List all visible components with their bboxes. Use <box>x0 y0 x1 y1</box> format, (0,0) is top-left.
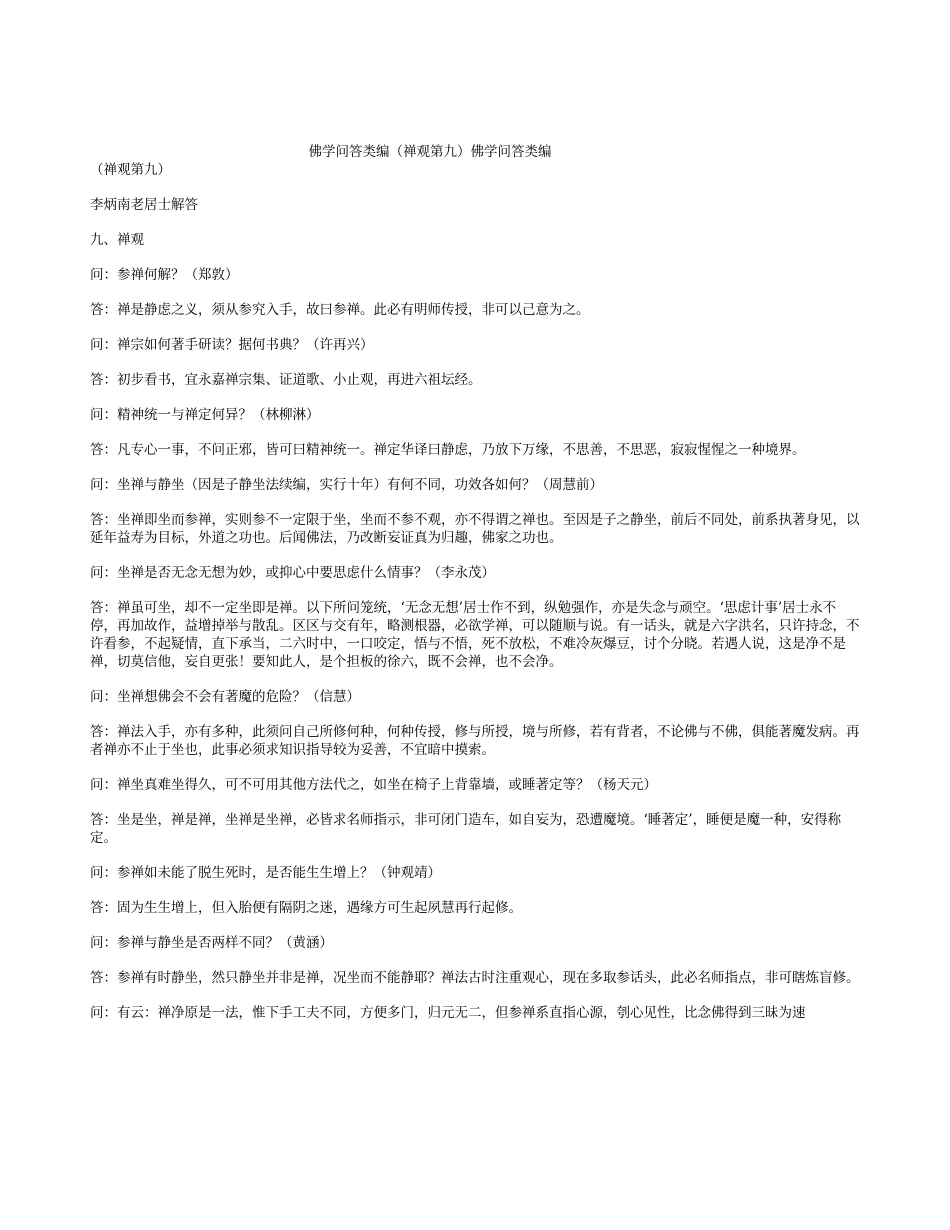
answer-paragraph: 答：禅是静虑之义，须从参究入手，故曰参禅。此必有明师传授，非可以己意为之。 <box>90 302 590 318</box>
document-title: 佛学问答类编（禅观第九）佛学问答类编 <box>308 144 552 160</box>
answer-paragraph: 答：坐是坐，禅是禅，坐禅是坐禅，必皆求名师指示，非可闭门造车，如自妄为，恐遭魔境。‘睡著定’，睡便是魔一种，安得称定。 <box>90 812 842 846</box>
answer-paragraph: 答：禅虽可坐，却不一定坐即是禅。以下所问笼统，‘无念无想’居士作不到，纵勉强作，亦是失念与顽空。‘思虑计事’居士永不停，再加故作，益增掉举与散乱。区区与交有年，略测根器，必欲学禅，可以随顺与说。有一话头，就是六字洪名，只许持念，不许看参，不起疑情，直下承当，二六时中，一口咬定，悟与不悟，死不放松，不难冷灰爆豆，讨个分晓。若遇人说，这是净不是禅，切莫信他，妄自更张！要知此人，是个担板的徐六，既不会禅，也不会净。 <box>90 600 860 670</box>
answer-paragraph: 答：参禅有时静坐，然只静坐并非是禅，况坐而不能静耶？禅法古时注重观心，现在多取参话头，此必名师指点，非可瞎炼盲修。 <box>90 970 860 986</box>
subtitle: （禅观第九） <box>90 162 171 178</box>
answer-paragraph: 答：坐禅即坐而参禅，实则参不一定限于坐，坐而不参不观，亦不得谓之禅也。至因是子之静坐，前后不同处，前系执著身见，以延年益寿为目标，外道之功也。后闻佛法，乃改断妄证真为归趣，佛家之功也。 <box>90 512 860 546</box>
question-paragraph: 问：参禅如未能了脱生死时，是否能生生增上？（钟观靖） <box>90 865 441 881</box>
answer-paragraph: 答：禅法入手，亦有多种，此须问自己所修何种，何种传授，修与所授，境与所修，若有背者，不论佛与不佛，俱能著魔发病。再者禅亦不止于坐也，此事必须求知识指导较为妥善，不宜暗中摸索。 <box>90 724 860 758</box>
answer-paragraph: 答：凡专心一事，不问正邪，皆可曰精神统一。禅定华译曰静虑，乃放下万缘，不思善，不思恶，寂寂惺惺之一种境界。 <box>90 442 806 458</box>
question-paragraph: 问：参禅何解？（郑敦） <box>90 267 239 283</box>
question-paragraph: 问：禅坐真难坐得久，可不可用其他方法代之，如坐在椅子上背靠墙，或睡著定等？（杨天元） <box>90 777 657 793</box>
question-paragraph: 问：坐禅与静坐（因是子静坐法续编，实行十年）有何不同，功效各如何？（周慧前） <box>90 477 603 493</box>
question-paragraph: 问：精神统一与禅定何异？（林柳淋） <box>90 407 320 423</box>
question-paragraph: 问：参禅与静坐是否两样不同？（黄涵） <box>90 935 333 951</box>
question-paragraph: 问：坐禅想佛会不会有著魔的危险？（信慧） <box>90 689 360 705</box>
answer-paragraph: 答：初步看书，宜永嘉禅宗集、证道歌、小止观，再进六祖坛经。 <box>90 372 482 388</box>
document-body <box>90 161 860 1039</box>
question-paragraph: 问：有云：禅净原是一法，惟下手工夫不同，方便多门，归元无二，但参禅系直指心源，刳心见性，比念佛得到三昧为速 <box>90 1005 806 1021</box>
author-line: 李炳南老居士解答 <box>90 197 198 213</box>
question-paragraph: 问：禅宗如何著手研读？据何书典？（许再兴） <box>90 337 374 353</box>
answer-paragraph: 答：固为生生增上，但入胎便有隔阴之迷，遇缘方可生起夙慧再行起修。 <box>90 900 522 916</box>
section-heading: 九、禅观 <box>90 232 144 248</box>
question-paragraph: 问：坐禅是否无念无想为妙，或抑心中要思虑什么情事？（李永茂） <box>90 565 495 581</box>
